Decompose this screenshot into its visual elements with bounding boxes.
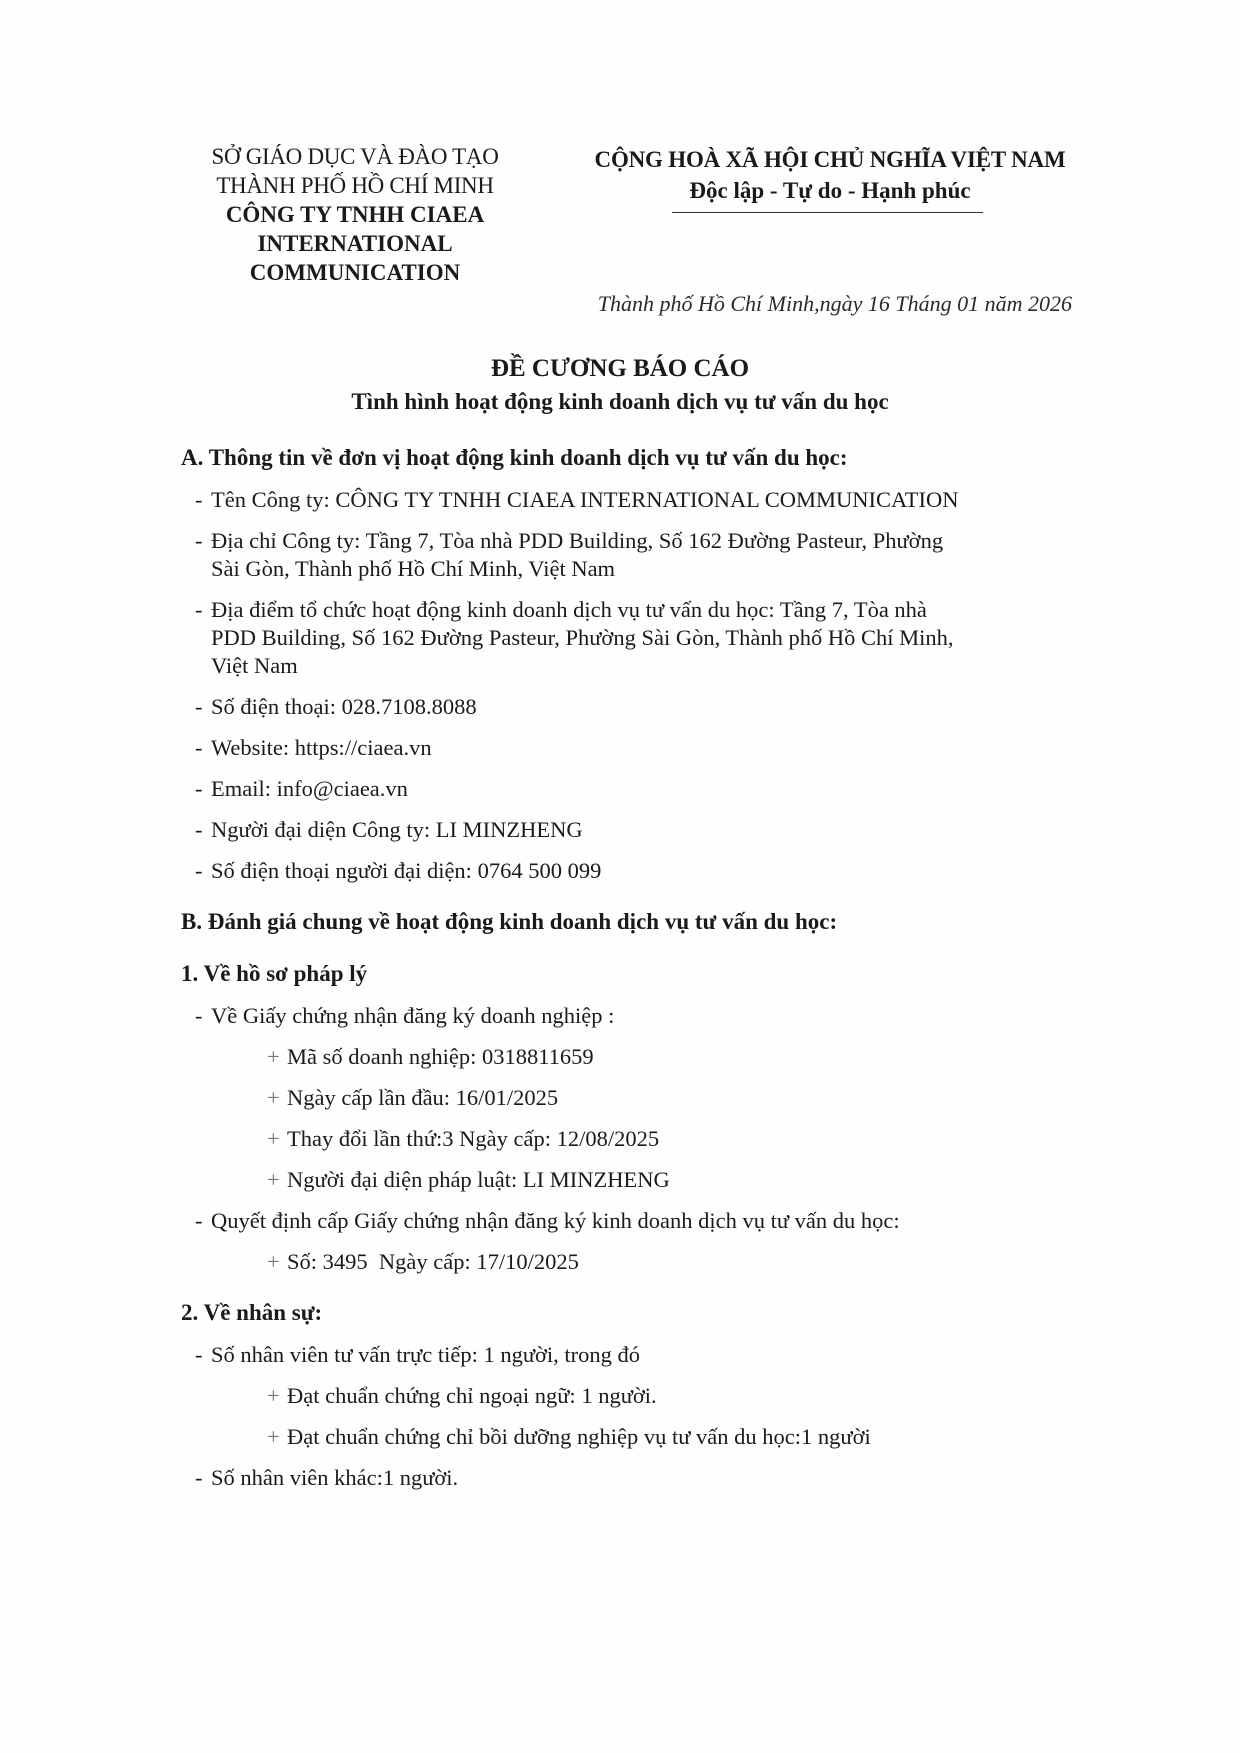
legal-point: + Số: 3495 Ngày cấp: 17/10/2025 <box>267 1249 579 1274</box>
plus-bullet: + <box>267 1044 280 1069</box>
company-name-line: INTERNATIONAL <box>257 231 453 256</box>
authority-line: THÀNH PHỐ HỒ CHÍ MINH <box>216 173 494 198</box>
issuing-authority-block <box>190 142 520 287</box>
national-motto: Độc lập - Tự do - Hạnh phúc <box>689 178 971 203</box>
section-b-heading: B. Đánh giá chung về hoạt động kinh doanh dịch vụ tư vấn du học: <box>181 909 838 934</box>
email-address: info@ciaea.vn <box>276 776 408 801</box>
info-item-phone: - Số điện thoại: 028.7108.8088 <box>195 694 477 719</box>
dash-bullet: - <box>195 858 203 883</box>
dash-bullet: - <box>195 487 203 512</box>
plus-bullet: + <box>267 1424 280 1449</box>
info-item-company-address: - Địa chỉ Công ty: Tầng 7, Tòa nhà PDD Building, Số 162 Đường Pasteur, Phường Sài Gòn, Thành phố Hồ Chí Minh, Việt Nam <box>195 528 944 581</box>
legal-point: + Mã số doanh nghiệp: 0318811659 <box>267 1044 594 1069</box>
legal-group-license-decision: - Quyết định cấp Giấy chứng nhận đăng ký kinh doanh dịch vụ tư vấn du học: <box>195 1208 900 1233</box>
dash-bullet: - <box>195 817 203 842</box>
info-item-website: - Website: https://ciaea.vn <box>195 735 432 760</box>
subsection-legal-heading: 1. Về hồ sơ pháp lý <box>181 961 368 986</box>
plus-bullet: + <box>267 1126 280 1151</box>
dash-bullet: - <box>195 776 203 801</box>
country-name: CỘNG HOÀ XÃ HỘI CHỦ NGHĨA VIỆT NAM <box>594 147 1066 172</box>
subsection-personnel-heading: 2. Về nhân sự: <box>181 1300 323 1325</box>
dash-bullet: - <box>195 694 203 719</box>
document-body <box>181 443 1081 1492</box>
info-item-business-location: - Địa điểm tổ chức hoạt động kinh doanh dịch vụ tư vấn du học: Tầng 7, Tòa nhà PDD Building, Số 162 Đường Pasteur, Phường Sài Gòn, Thành phố Hồ Chí Minh, Việt Nam <box>195 597 954 678</box>
national-header-block <box>570 144 1090 206</box>
info-item-representative-phone: - Số điện thoại người đại diện: 0764 500 099 <box>195 858 602 883</box>
authority-line: SỞ GIÁO DỤC VÀ ĐÀO TẠO <box>211 144 499 169</box>
dash-bullet: - <box>195 1465 203 1490</box>
dash-bullet: - <box>195 1342 203 1367</box>
dash-bullet: - <box>195 1003 203 1028</box>
dash-bullet: - <box>195 1208 203 1233</box>
info-item-company-name: - Tên Công ty: CÔNG TY TNHH CIAEA INTERNATIONAL COMMUNICATION <box>195 487 959 512</box>
dash-bullet: - <box>195 735 203 760</box>
personnel-group-other-staff: - Số nhân viên khác:1 người. <box>195 1465 459 1490</box>
legal-point: + Người đại diện pháp luật: LI MINZHENG <box>267 1167 670 1192</box>
info-item-representative: - Người đại diện Công ty: LI MINZHENG <box>195 817 583 842</box>
document-title: ĐỀ CƯƠNG BÁO CÁO <box>490 355 750 382</box>
plus-bullet: + <box>267 1085 280 1110</box>
info-item-email: - Email: info@ciaea.vn <box>195 776 408 801</box>
plus-bullet: + <box>267 1167 280 1192</box>
website-link: https://ciaea.vn <box>294 735 432 760</box>
personnel-point: + Đạt chuẩn chứng chỉ ngoại ngữ: 1 người. <box>267 1383 657 1408</box>
plus-bullet: + <box>267 1249 280 1274</box>
legal-point: + Ngày cấp lần đầu: 16/01/2025 <box>267 1085 559 1110</box>
plus-bullet: + <box>267 1383 280 1408</box>
section-a-heading: A. Thông tin về đơn vị hoạt động kinh doanh dịch vụ tư vấn du học: <box>181 445 848 470</box>
company-name-line: COMMUNICATION <box>249 260 461 285</box>
dash-bullet: - <box>195 528 203 553</box>
legal-point: + Thay đổi lần thứ:3 Ngày cấp: 12/08/2025 <box>267 1126 660 1151</box>
place-date-line: Thành phố Hồ Chí Minh,ngày 16 Tháng 01 năm 2026 <box>597 291 1072 316</box>
motto-underline-divider <box>672 212 983 213</box>
document-title-block <box>160 352 1080 418</box>
personnel-point: + Đạt chuẩn chứng chỉ bồi dưỡng nghiệp vụ tư vấn du học:1 người <box>267 1424 871 1449</box>
personnel-group-consultants: - Số nhân viên tư vấn trực tiếp: 1 người, trong đó <box>195 1342 641 1367</box>
company-name-line: CÔNG TY TNHH CIAEA <box>225 202 485 227</box>
dash-bullet: - <box>195 597 203 622</box>
document-subtitle: Tình hình hoạt động kinh doanh dịch vụ tư vấn du học <box>351 389 889 414</box>
legal-group-business-registration: - Về Giấy chứng nhận đăng ký doanh nghiệp : <box>195 1003 615 1028</box>
